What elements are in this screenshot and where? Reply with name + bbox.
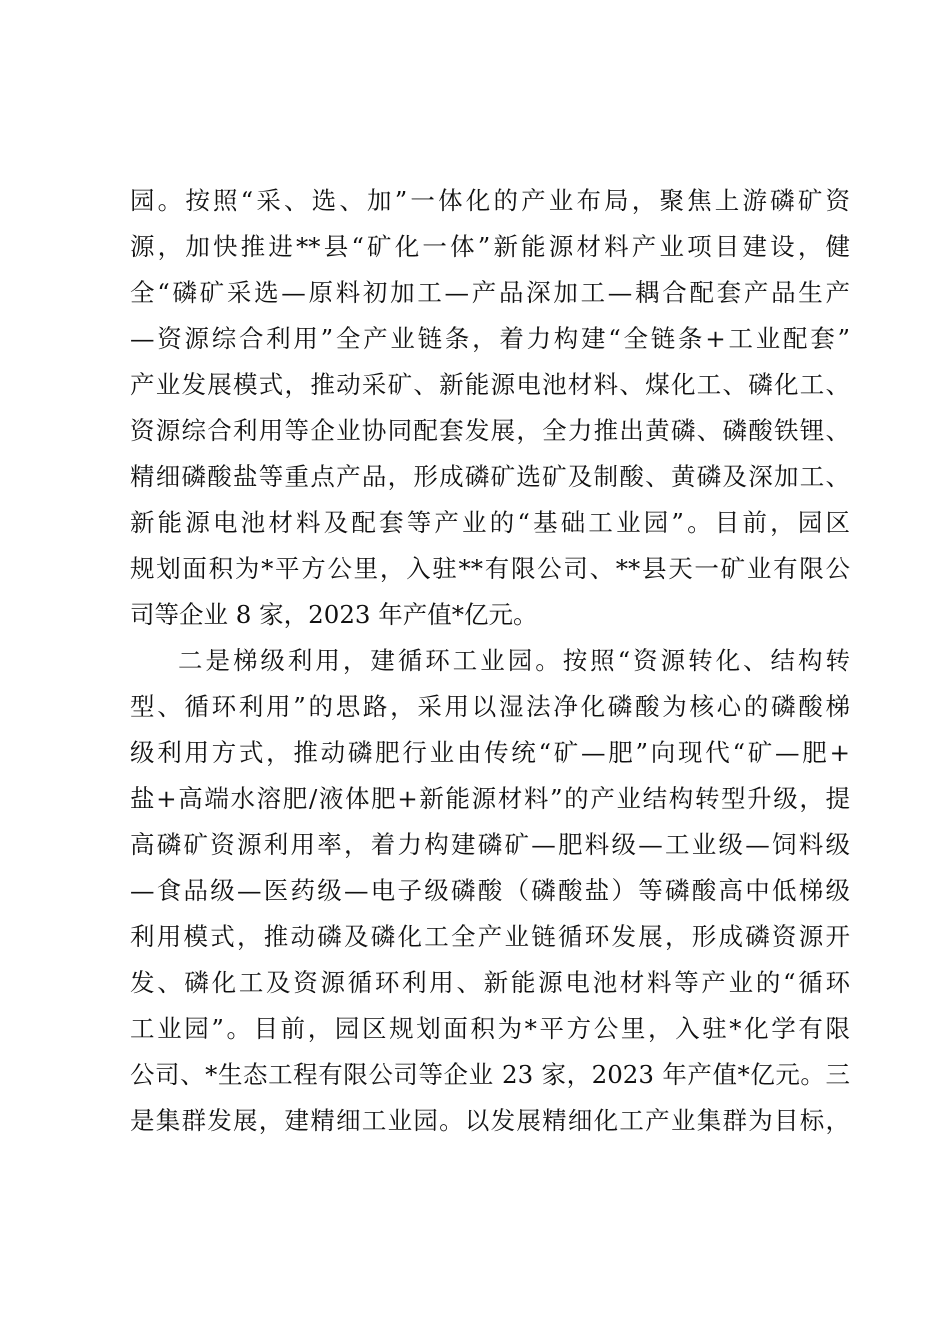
text-line-15: 高磷矿资源利用率，着力构建磷矿—肥料级—工业级—饲料级: [130, 830, 850, 859]
text-line-7: 精细磷酸盐等重点产品，形成磷矿选矿及制酸、黄磷及深加工、: [130, 462, 850, 491]
text-line-12: 型、循环利用”的思路，采用以湿法净化磷酸为核心的磷酸梯: [130, 692, 850, 721]
text-line-9: 规划面积为*平方公里，入驻**有限公司、**县天一矿业有限公: [130, 554, 850, 583]
text-line-4: —资源综合利用”全产业链条，着力构建“全链条+工业配套”: [130, 324, 850, 353]
text-line-2: 源，加快推进**县“矿化一体”新能源材料产业项目建设，健: [130, 232, 850, 261]
text-line-6: 资源综合利用等企业协同配套发展，全力推出黄磷、磷酸铁锂、: [130, 416, 850, 445]
text-line-1: 园。按照“采、选、加”一体化的产业布局，聚焦上游磷矿资: [130, 186, 850, 215]
text-line-10: 司等企业 8 家，2023 年产值*亿元。: [130, 600, 538, 629]
text-line-3: 全“磷矿采选—原料初加工—产品深加工—耦合配套产品生产: [130, 278, 850, 307]
text-line-5: 产业发展模式，推动采矿、新能源电池材料、煤化工、磷化工、: [130, 370, 850, 399]
text-line-17: 利用模式，推动磷及磷化工全产业链循环发展，形成磷资源开: [130, 922, 850, 951]
text-line-21: 是集群发展，建精细工业园。以发展精细化工产业集群为目标，: [130, 1106, 850, 1135]
text-line-16: —食品级—医药级—电子级磷酸（磷酸盐）等磷酸高中低梯级: [130, 876, 850, 905]
text-line-19: 工业园”。目前，园区规划面积为*平方公里，入驻*化学有限: [130, 1014, 850, 1043]
text-line-8: 新能源电池材料及配套等产业的“基础工业园”。目前，园区: [130, 508, 850, 537]
text-line-13: 级利用方式，推动磷肥行业由传统“矿—肥”向现代“矿—肥+: [130, 738, 850, 767]
paragraph-start-line: 二是梯级利用，建循环工业园。按照“资源转化、结构转: [178, 646, 850, 675]
text-line-18: 发、磷化工及资源循环利用、新能源电池材料等产业的“循环: [130, 968, 850, 997]
text-line-20: 公司、*生态工程有限公司等企业 23 家，2023 年产值*亿元。三: [130, 1060, 850, 1089]
text-line-14: 盐+高端水溶肥/液体肥+新能源材料”的产业结构转型升级，提: [130, 784, 850, 813]
